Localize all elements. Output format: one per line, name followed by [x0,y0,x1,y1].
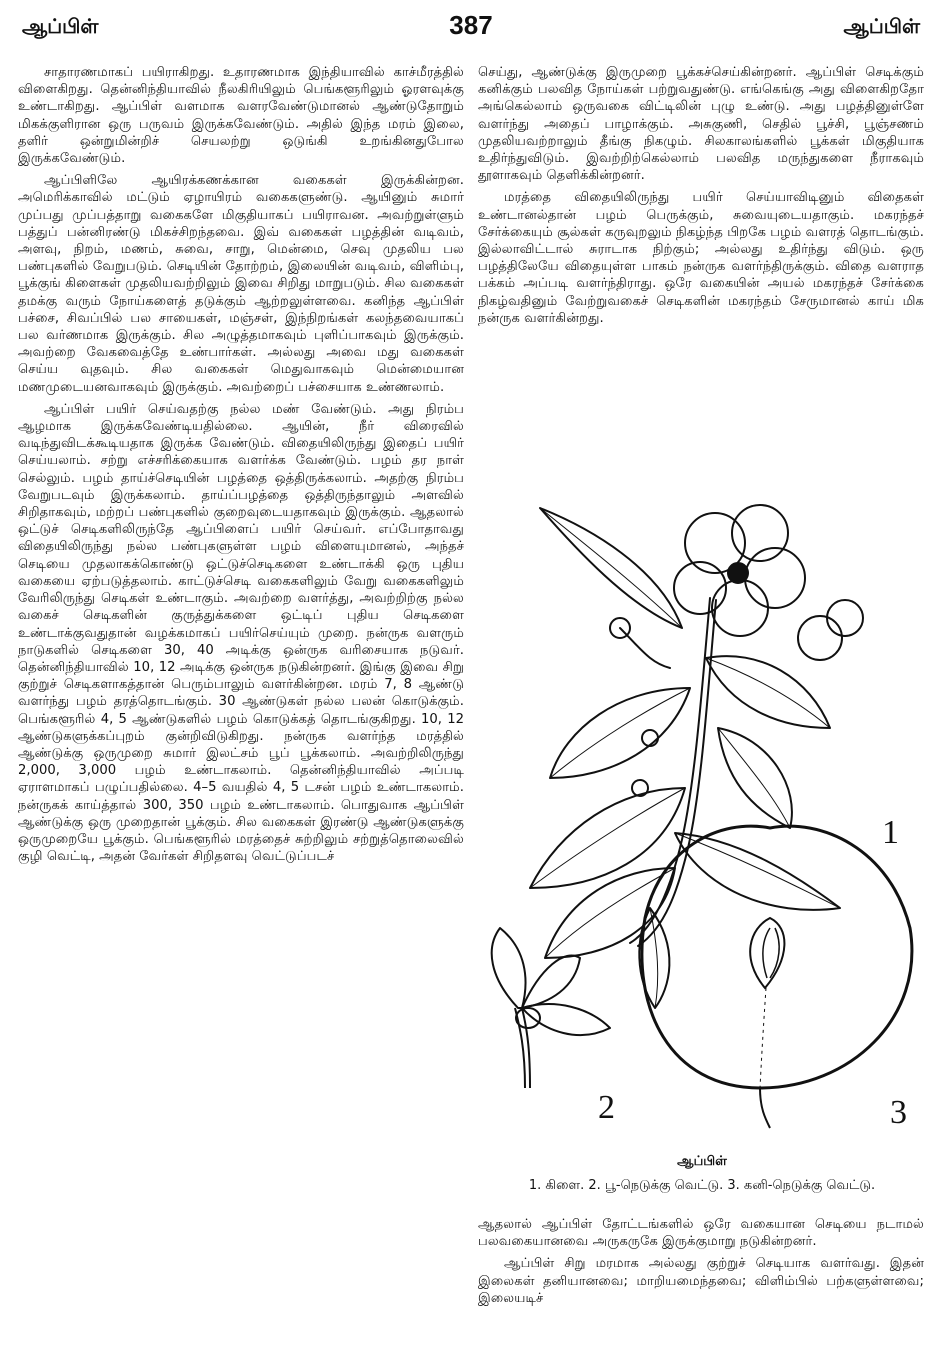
right-column-top [478,64,924,484]
right-column-bottom [478,1216,924,1362]
page-header [0,0,942,56]
leaf [718,728,792,828]
figure-caption: 1. கிளை. 2. பூ-நெடுக்கு வெட்டு. 3. கனி-நெடுக்கு வெட்டு. [528,1178,876,1193]
header-right-title: ஆப்பிள் [843,14,920,38]
leaf [550,688,690,778]
left-column [18,64,464,1360]
header-left-title: ஆப்பிள் [22,14,99,38]
paragraph: ஆப்பிள் சிறு மரமாக அல்லது குற்றுச் செடியாக வளர்வது. இதன் இலைகள் தனியானவை; மாறியமைந்தவை; விளிம்பில் பற்களுள்ளவை; இலையடிச் [478,1256,924,1306]
paragraph: ஆப்பிள் பயிர் செய்வதற்கு நல்ல மண் வேண்டும். அது நிரம்ப ஆழமாக இருக்கவேண்டியதில்லை. ஆயின், நீர் விரைவில் வடிந்துவிடக்கூடியதாக இருக்க வேண்டும். விதையிலிருந்து இதைப் பயிர் செய்யலாம். சற்று எச்சரிக்கையாக வளர்க்க வேண்டும். பழம் தர நாள் செல்லும். பழம் தாய்ச்செடியின் பழத்தை ஒத்திருக்கலாம். அதற்கு நிரம்ப வேறுபடவும் இருக்கலாம். தாய்ப்பழத்தை ஒத்திருந்தாலும் அளவில் சிறிதாகவும், மற்றப் பண்புகளில் குறைவுடையதாகவும் இருக்கும். ஆதலால் ஒட்டுச் செடிகளிலிருந்தே ஆப்பிளைப் பயிர் செய்வர். எப்போதாவது விதையிலிருந்து நல்ல பண்புகளுள்ள பழம் விளையுமானல், அந்தச் செடியை முதலாகக்கொண்டு ஒட்டுச்செடிகளை உண்டாக்கி ஒரு புதிய வகையை ஏற்படுத்தலாம். காட்டுச்செடி வகைகளிலும் வேறு வகைகளிலும் வேரிலிருந்து செடிகள் உண்டாகும். அவற்றை வளர்த்து, அவற்றிற்கு நல்ல வகைச் செடிகளின் குருத்துக்களை ஒட்டிப் புதிய செடிகளை உண்டாக்குவதுதான் வழக்கமாகப் பயிர்செய்யும் முறை. நன்ருக வளரும் நாடுகளில் செடிகளை 30, 40 அடிக்கு ஒன்ருக வரிசையாக நடுவர். தென்னிந்தியாவில் 10, 12 அடிக்கு ஒன்ருக நடுகின்றனர். இங்கு இவை சிறு குற்றுச் செடிகளாகத்தான் பெரும்பாலும் வளர்கின்றன. மரம் 7, 8 ஆண்டு வளர்ந்து பழம் தரத்தொடங்கும். 30 ஆண்டுகள் நல்ல பலன் கொடுக்கும். பெங்களூரில் 4, 5 ஆண்டுகளில் பழம் கொடுக்கத் தொடங்குகிறது. 10, 12 ஆண்டுகளுக்கப்புறம் குன்றிவிடுகிறது. நன்ருக வளர்ந்த மரத்தில் ஆண்டுக்கு ஒருமுறை சுமார் இலட்சம் பூப் பூக்கலாம். அவற்றிலிருந்து 2,000, 3,000 பழம் உண்டாகலாம். தென்னிந்தியாவில் அப்படி ஏராளமாகப் பழுப்பதில்லை. 4–5 வயதில் 4, 5 டசன் பழம் உண்டாகலாம். நன்ருகக் காய்த்தால் 300, 350 பழம் உண்டாகலாம். பொதுவாக ஆப்பிள் ஆண்டுக்கு ஒரு முறைதான் பூக்கும். சில வகைகள் இரண்டு ஆண்டுகளுக்கு ஒருமுறையே பூக்கும். பெங்களூரில் மரத்தைச் சுற்றிலும் சற்றுத்தொலைவில் குழி வெட்டி, அதன் வேர்கள் சிறிதளவு வெட்டுப்படச் [18,401,464,865]
flower-cluster [674,505,863,660]
figure-label-1: 1 [882,814,899,851]
paragraph: மரத்தை விதையிலிருந்து பயிர் செய்யாவிடினும் விதைகள் உண்டானல்தான் பழம் பெருக்கும், சுவையுடையதாகும். மகரந்தச் சேர்க்கையும் சூல்கள் கருவுறலும் நிகழ்ந்த பிறகே பழம் வளரத் தொடங்கும். இல்லாவிட்டால் சுராடாக நிற்கும்; அல்லது உதிர்ந்து விடும். ஒரு பழத்திலேயே விதையுள்ள பாகம் நன்ருக வளர்ந்திருக்கும். விதை வளராத பக்கம் அப்படி வளர்ந்திராது. ஒரே வகையின் அயல் மகரந்தச் சேர்க்கை நிகழ்வதினும் வேற்றுவகைச் செடிகளின் மகரந்தம் சேருமானல் காய் மிக நன்ருக வளர்கின்றது. [478,190,924,326]
page-number: 387 [449,10,493,40]
figure-title: ஆப்பிள் [677,1154,727,1169]
leaf [706,656,830,728]
paragraph: சாதாரணமாகப் பயிராகிறது. உதாரணமாக இந்தியாவில் காச்மீரத்தில் விளைகிறது. தென்னிந்தியாவில் நீலகிரியிலும் பெங்களூரிலும் ஓரளவுக்கு உண்டாகிறது. ஆப்பிள் வளமாக வளரவேண்டுமானல் ஆண்டுதோறும் மிகக்குளிரான ஒரு பருவம் இருக்கவேண்டும். அதில் இந்த மரம் இலை, தளிர் ஒன்றுமின்றிச் செயலற்று ஒடுங்கி உறங்கினதுபோல இருக்கவேண்டும். [18,65,464,167]
figure-label-3: 3 [890,1094,907,1131]
paragraph: செய்து, ஆண்டுக்கு இருமுறை பூக்கச்செய்கின்றனர். ஆப்பிள் செடிக்கும் கனிக்கும் பலவித நோய்கள் பற்றுவதுண்டு. எங்கெங்கு அது விளைகிறதோ அங்கெல்லாம் ஒருவகை விட்டிலின் புழு உண்டு. அது பழத்தினுள்ளே வளர்ந்து அதைப் பாழாக்கும். அசுகுணி, செதில் பூச்சி, பூஞ்சணம் முதலியவற்றாலும் தீங்கு நிகழும். சிலகாலங்களில் பூக்கள் மிகுதியாக உதிர்ந்துவிடும். இவற்றிற்கெல்லாம் பலவித மருந்துகளை நீராகவும் தூளாகவும் தெளிக்கின்றனர். [478,65,924,184]
apple-drawing [470,488,934,1138]
leaf [675,833,840,910]
paragraph: ஆதலால் ஆப்பிள் தோட்டங்களில் ஒரே வகையான செடியை நடாமல் பலவகையானவை அருகருகே இருக்குமாறு நடுகின்றனர். [478,1217,924,1250]
leaf [540,508,682,628]
figure-label-2: 2 [598,1089,615,1126]
apple-illustration [470,488,934,1138]
paragraph: ஆப்பிளிலே ஆயிரக்கணக்கான வகைகள் இருக்கின்றன. அமெரிக்காவில் மட்டும் ஏழாயிரம் வகைகளுண்டு. ஆயினும் சுமார் முப்பது முப்பத்தாறு வகைகளே மிகுதியாகப் பயிராவன. அவற்றுள்ளும் பத்துப் பன்னிரண்டு மிகச்சிறந்தவை. இவ் வகைகள் பழத்தின் வடிவம், அளவு, நிறம், மணம், சுவை, சாறு, மென்மை, செவு முதலிய பல பண்புகளில் வேறுபடும். செடியின் தோற்றம், இலையின் வடிவம், விளிம்பு, பூக்குங் கிளைகள் முதலியவற்றிலும் இவை சிறிது மாறுபடும். சில வகைகள் தமக்கு வரும் நோய்களைத் தடுக்கும் ஆற்றலுள்ளவை. கனிந்த ஆப்பிள் பச்சை, சிவப்பில் பல சாயைகள், மஞ்சள், இந்நிறங்கள் கலந்தவையாகப் பல வர்ணமாக இருக்கும். சில அழுத்தமாகவும் புளிப்பாகவும் இருக்கும். அவற்றை வேகவைத்தே உண்பார்கள். அல்லது அவை மது வகைகள் செய்ய வுதவும். சில வகைகள் மெதுவாகவும் மென்மையான மணமுடையனவாகவும் இருக்கும். அவற்றைப் பச்சையாக உண்ணலாம். [18,173,464,395]
